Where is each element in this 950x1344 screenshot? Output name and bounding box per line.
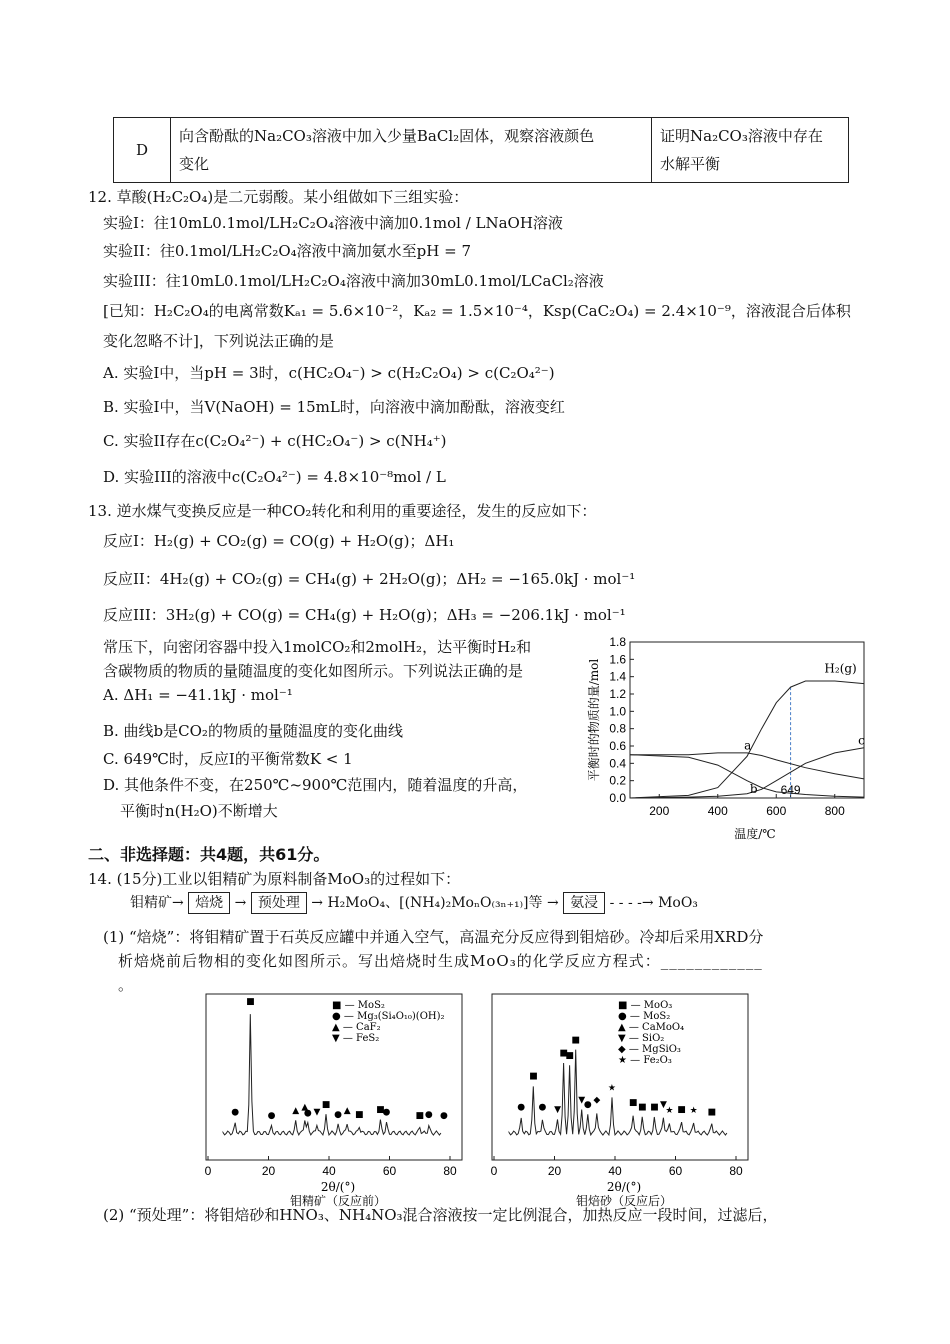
flow-box-pretreat: 预处理 (251, 892, 307, 914)
peak-marker: ● (267, 1111, 276, 1121)
flow-arrow-1: → (234, 895, 247, 911)
peak-marker: ■ (707, 1107, 717, 1118)
peak-marker: ● (382, 1107, 391, 1118)
q12-stem: 12. 草酸(H₂C₂O₄)是二元弱酸。某小组做如下三组实验： (88, 188, 469, 206)
q13-option-c[interactable]: C. 649℃时，反应I的平衡常数K < 1 (103, 750, 353, 768)
q13-paragraph-2: 含碳物质的物质的量随温度的变化如图所示。下列说法正确的是 (103, 662, 524, 680)
y-tick-label: 0.0 (609, 791, 626, 805)
peak-marker: ▲ (343, 1106, 351, 1117)
q13-option-d-2[interactable]: 平衡时n(H₂O)不断增大 (120, 802, 278, 820)
peak-marker: ● (334, 1109, 343, 1120)
label-a: a (744, 738, 752, 753)
xrd-chart-after (482, 990, 772, 1208)
y-tick-label: 1.0 (609, 704, 626, 719)
x-tick-label: 0 (204, 1164, 212, 1178)
process-flow (130, 892, 698, 914)
q14-sub1-line-3: 。 (118, 976, 134, 994)
legend-entry: ▼ — SiO₂ (618, 1033, 665, 1044)
q13-reaction-2: 反应II：4H₂(g) + CO₂(g) = CH₄(g) + 2H₂O(g)；ΔH₂ = −165.0kJ · mol⁻¹ (103, 570, 636, 588)
x-axis-title: 2θ/(°) (320, 1180, 356, 1194)
q13-option-b[interactable]: B. 曲线b是CO₂的物质的量随温度的变化曲线 (103, 722, 403, 740)
options-table (113, 117, 849, 183)
x-tick-label: 200 (649, 804, 670, 818)
q12-option-a[interactable]: A. 实验I中，当pH = 3时，c(HC₂O₄⁻) > c(H₂C₂O₄) > c(C₂O₄²⁻) (103, 364, 555, 382)
q14-stem: 14. (15分)工业以钼精矿为原料制备MoO₃的过程如下： (88, 870, 461, 888)
purpose-line-2: 水解平衡 (660, 155, 721, 173)
peak-marker: ◆ (593, 1095, 601, 1106)
peak-marker: ■ (321, 1100, 331, 1111)
peak-marker: ■ (677, 1105, 686, 1115)
peak-marker: ● (538, 1102, 547, 1113)
chart-caption: 钼精矿（反应前） (289, 1194, 387, 1208)
flow-mid: → H₂MoO₄、[(NH₄)₂MoₙO₍₃ₙ₊₁₎]等 → (311, 895, 559, 911)
label-c: c (858, 733, 865, 748)
y-tick-label: 1.6 (609, 652, 626, 667)
q14-sub1-line-2: 析焙烧前后物相的变化如图所示。写出焙烧时生成MoO₃的化学反应方程式：____________ (118, 952, 763, 970)
q14-sub2: (2) “预处理”：将钼焙砂和HNO₃、NH₄NO₃混合溶液按一定比例混合，加热反应一段时间，过滤后， (103, 1206, 778, 1224)
q12-exp1: 实验I：往10mL0.1mol/LH₂C₂O₄溶液中滴加0.1mol / LNaOH溶液 (103, 214, 563, 232)
q12-exp2: 实验II：往0.1mol/LH₂C₂O₄溶液中滴加氨水至pH = 7 (103, 242, 471, 260)
flow-start: 钼精矿→ (130, 895, 184, 911)
x-tick-label: 40 (608, 1164, 622, 1178)
legend-entry: ■ — MoO₃ (618, 1000, 673, 1011)
legend-entry: ● — Mg₃(Si₄O₁₀)(OH)₂ (332, 1011, 445, 1022)
peak-marker: ■ (354, 1109, 364, 1120)
legend-entry: ▲ — CaMoO₄ (618, 1022, 685, 1033)
purpose-line-1: 证明Na₂CO₃溶液中存在 (660, 127, 823, 145)
x-tick-label: 800 (824, 804, 845, 818)
peak-marker: ● (517, 1102, 526, 1113)
legend-entry: ◆ — MgSiO₃ (618, 1044, 681, 1055)
x-tick-label: 40 (322, 1164, 336, 1178)
x-axis-title: 温度/℃ (734, 827, 776, 841)
operation-line-2: 变化 (179, 155, 210, 173)
peak-marker: ▼ (578, 1095, 586, 1106)
peak-marker: ▲ (301, 1102, 309, 1113)
q13-reaction-3: 反应III：3H₂(g) + CO(g) = CH₄(g) + H₂O(g)；ΔH₃ = −206.1kJ · mol⁻¹ (103, 606, 626, 624)
legend-entry: ● — MoS₂ (618, 1011, 671, 1022)
peak-marker: ■ (376, 1105, 385, 1115)
y-tick-label: 1.8 (609, 635, 626, 649)
peak-marker: ● (424, 1109, 433, 1120)
peak-marker: ★ (689, 1106, 698, 1117)
x-tick-label: 600 (766, 804, 787, 818)
series-line-b (630, 755, 864, 797)
q13-paragraph-1: 常压下，向密闭容器中投入1molCO₂和2molH₂，达平衡时H₂和 (103, 638, 532, 656)
peak-marker: ■ (637, 1102, 647, 1113)
row-label: D (114, 118, 171, 183)
x-tick-label: 0 (490, 1164, 498, 1178)
equilibrium-chart (582, 632, 872, 844)
legend-entry: ★ — Fe₂O₃ (618, 1055, 672, 1066)
x-tick-label: 80 (443, 1164, 457, 1178)
q12-known-2: 变化忽略不计]，下列说法正确的是 (103, 332, 334, 350)
q14-sub1-line-1: (1) “焙烧”：将钼精矿置于石英反应罐中并通入空气，高温充分反应得到钼焙砂。冷却后采用XRD分 (103, 928, 764, 946)
q12-option-b[interactable]: B. 实验I中，当V(NaOH) = 15mL时，向溶液中滴加酚酞，溶液变红 (103, 398, 565, 416)
peak-marker: ■ (650, 1102, 659, 1113)
legend-entry: ▼ — FeS₂ (332, 1033, 380, 1044)
flow-end: - - - -→ MoO₃ (609, 895, 698, 911)
peak-marker: ★ (607, 1083, 617, 1094)
peak-marker: ■ (565, 1051, 574, 1061)
y-tick-label: 1.4 (609, 669, 626, 684)
peak-marker: ▲ (292, 1106, 300, 1117)
section-2-heading: 二、非选择题：共4题，共61分。 (88, 845, 330, 864)
label-b: b (749, 781, 758, 796)
peak-marker: ■ (559, 1048, 568, 1059)
y-tick-label: 0.4 (609, 756, 626, 771)
legend-entry: ▲ — CaF₂ (332, 1022, 381, 1033)
q13-reaction-1: 反应I：H₂(g) + CO₂(g) = CO(g) + H₂O(g)；ΔH₁ (103, 532, 455, 550)
q12-option-d[interactable]: D. 实验III的溶液中c(C₂O₄²⁻) = 4.8×10⁻⁸mol / L (103, 468, 446, 486)
x-tick-label: 400 (707, 804, 728, 818)
peak-marker: ▼ (313, 1107, 321, 1118)
y-axis-title: 平衡时的物质的量/mol (587, 658, 601, 782)
flow-box-roasting: 焙烧 (188, 892, 230, 914)
peak-marker: ■ (571, 1035, 580, 1046)
x-tick-label: 60 (668, 1164, 683, 1178)
x-tick-label: 649 (780, 783, 801, 797)
peak-marker: ▼ (554, 1105, 561, 1115)
row-purpose (652, 118, 849, 183)
x-tick-label: 60 (382, 1164, 397, 1178)
q13-option-d-1[interactable]: D. 其他条件不变，在250℃~900℃范围内，随着温度的升高， (103, 776, 528, 794)
label-h2: H₂(g) (824, 661, 857, 676)
y-tick-label: 0.8 (609, 721, 626, 736)
chart-caption: 钼焙砂（反应后） (575, 1194, 673, 1208)
row-operation (171, 118, 652, 183)
peak-marker: ■ (415, 1111, 425, 1121)
xrd-chart-before (196, 990, 476, 1208)
peak-marker: ● (303, 1108, 312, 1119)
x-axis-title: 2θ/(°) (606, 1180, 642, 1194)
x-tick-label: 20 (547, 1164, 562, 1178)
peak-marker: ● (583, 1100, 592, 1111)
q13-stem: 13. 逆水煤气变换反应是一种CO₂转化和利用的重要途径，发生的反应如下： (88, 502, 597, 520)
y-tick-label: 1.2 (609, 687, 626, 701)
peak-marker: ● (440, 1111, 448, 1121)
q13-option-a[interactable]: A. ΔH₁ = −41.1kJ · mol⁻¹ (103, 686, 293, 704)
q12-option-c[interactable]: C. 实验II存在c(C₂O₄²⁻) + c(HC₂O₄⁻) > c(NH₄⁺) (103, 432, 447, 450)
peak-marker: ■ (246, 997, 255, 1007)
y-tick-label: 0.2 (609, 773, 626, 788)
legend-entry: ■ — MoS₂ (332, 1000, 385, 1011)
peak-marker: ● (231, 1107, 240, 1118)
q12-known-1: [已知：H₂C₂O₄的电离常数Kₐ₁ = 5.6×10⁻²，Kₐ₂ = 1.5×10⁻⁴，Ksp(CaC₂O₄) = 2.4×10⁻⁹，溶液混合后体积 (103, 302, 851, 320)
table-row (114, 118, 849, 183)
x-tick-label: 20 (261, 1164, 276, 1178)
q12-exp3: 实验III：往10mL0.1mol/LH₂C₂O₄溶液中滴加30mL0.1mol/LCaCl₂溶液 (103, 272, 604, 290)
peak-marker: ■ (529, 1071, 538, 1082)
peak-marker: ▼ (659, 1100, 667, 1111)
operation-line-1: 向含酚酞的Na₂CO₃溶液中加入少量BaCl₂固体，观察溶液颜色 (179, 127, 595, 145)
peak-marker: ★ (665, 1106, 674, 1117)
x-tick-label: 80 (729, 1164, 743, 1178)
flow-box-ammonia: 氨浸 (563, 892, 605, 914)
peak-marker: ■ (628, 1097, 638, 1108)
y-tick-label: 0.6 (609, 739, 626, 753)
